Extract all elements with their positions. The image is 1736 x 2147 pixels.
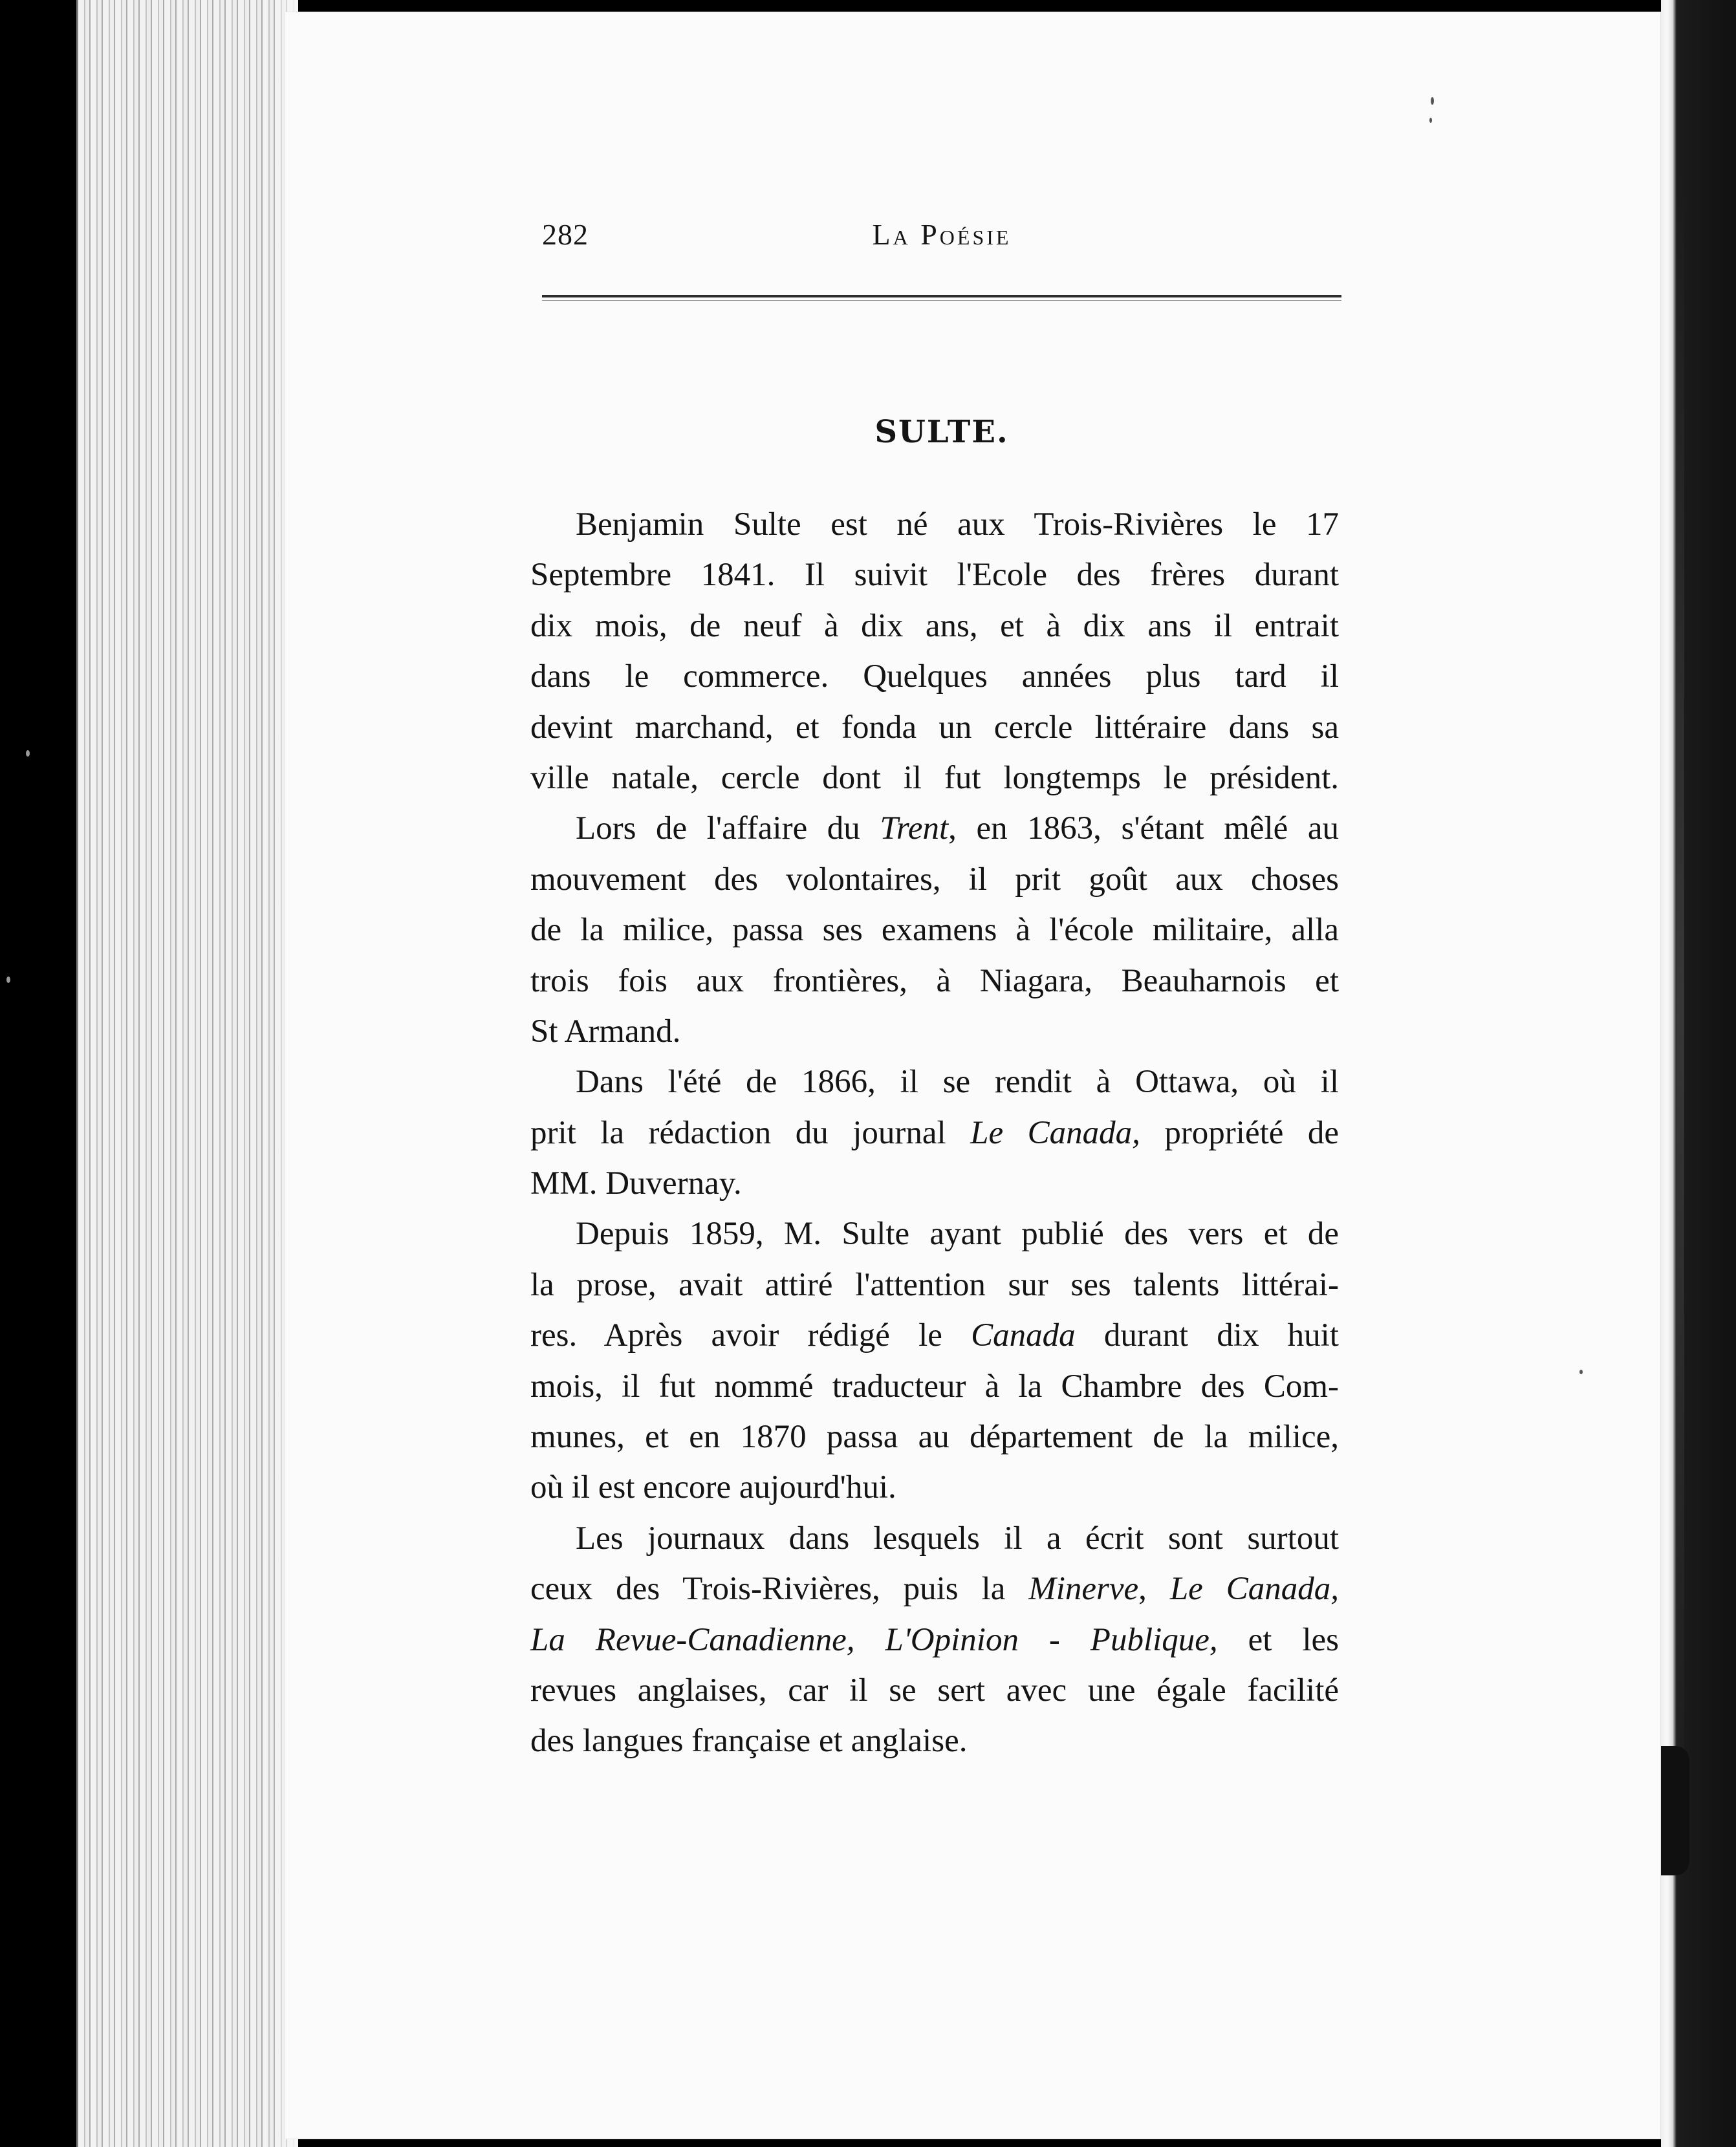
section-heading: SULTE. [874,414,1009,450]
body-text [530,499,1339,1767]
paragraph-3 [530,1057,1339,1209]
italic-journal-title: Le Canada, [970,1114,1140,1151]
text-line: dans le commerce. Quelques années plus tard il [530,658,1339,695]
text-line-mixed [530,1615,1339,1665]
paragraph-5 [530,1513,1339,1767]
binding-gutter [1661,0,1736,2147]
text-line: St Armand. [530,1013,681,1050]
text-line: où il est encore aujourd'hui. [530,1469,896,1506]
text-line: la prose, avait attiré l'attention sur ses talents littérai- [530,1266,1339,1303]
text-line: des langues française et anglaise. [530,1723,968,1760]
text-run: , [1138,1571,1170,1608]
text-line: Dans l'été de 1866, il se rendit à Ottawa, où il [576,1064,1339,1101]
scan-speck [26,750,30,757]
italic-journal-title: Minerve [1028,1571,1139,1608]
text-line: dix mois, de neuf à dix ans, et à dix ans il entrait [530,607,1339,644]
scan-speck [1431,97,1434,105]
text-run: Lors de l'affaire du [576,810,880,847]
paragraph-2 [530,803,1339,1057]
text-line: revues anglaises, car il se sert avec une égale facilité [530,1672,1339,1709]
paragraph-1 [530,499,1339,803]
italic-journal-title: L'Opinion - Publique, [885,1621,1218,1658]
text-line: devint marchand, et fonda un cercle littéraire dans sa [530,709,1339,746]
paragraph-4 [530,1209,1339,1513]
text-line-mixed [530,803,1339,854]
header-rule-thin [542,300,1341,301]
text-run: et les [1217,1621,1339,1658]
page-number: 282 [542,218,589,251]
italic-journal-title: Le Canada, [1169,1571,1339,1608]
text-run: ceux des Trois-Rivières, puis la [530,1571,1029,1608]
text-line: munes, et en 1870 passa au département de la milice, [530,1419,1339,1456]
scan-speck [1579,1370,1583,1374]
text-run: durant dix huit [1075,1317,1339,1354]
text-line-mixed [530,1310,1339,1361]
text-run [855,1622,885,1658]
text-line: Depuis 1859, M. Sulte ayant publié des vers et de [576,1216,1339,1253]
text-line: mouvement des volontaires, il prit goût aux choses [530,861,1339,898]
page-edges [76,0,298,2147]
text-line: ville natale, cercle dont il fut longtemps le président. [530,759,1339,796]
text-line: trois fois aux frontières, à Niagara, Beauharnois et [530,962,1339,999]
text-line: Les journaux dans lesquels il a écrit sont surtout [576,1520,1339,1557]
text-run: res. Après avoir rédigé le [530,1317,971,1354]
scan-speck [1429,118,1432,123]
text-line: Septembre 1841. Il suivit l'Ecole des frères durant [530,557,1339,594]
text-run: , en 1863, s'étant mêlé au [948,810,1339,847]
italic-journal-title: Canada [971,1317,1076,1354]
gutter-highlight [1676,168,1684,1850]
italic-journal-title: La Revue-Canadienne, [530,1621,855,1658]
gutter-shadow [1661,1746,1689,1875]
text-line-mixed [530,1108,1339,1158]
text-line: mois, il fut nommé traducteur à la Chambre des Com- [530,1368,1339,1405]
running-title: La Poésie [872,218,1012,251]
running-head [542,212,1341,257]
italic-ship-name: Trent [880,810,949,847]
text-line-mixed [530,1564,1339,1614]
scan-speck [6,976,10,983]
header-rule [542,295,1341,297]
text-run: propriété de [1140,1114,1339,1151]
text-line: Benjamin Sulte est né aux Trois-Rivières le 17 [576,506,1339,543]
text-line: de la milice, passa ses examens à l'école militaire, alla [530,912,1339,949]
text-run: prit la rédaction du journal [530,1114,971,1151]
text-line: MM. Duvernay. [530,1165,742,1202]
